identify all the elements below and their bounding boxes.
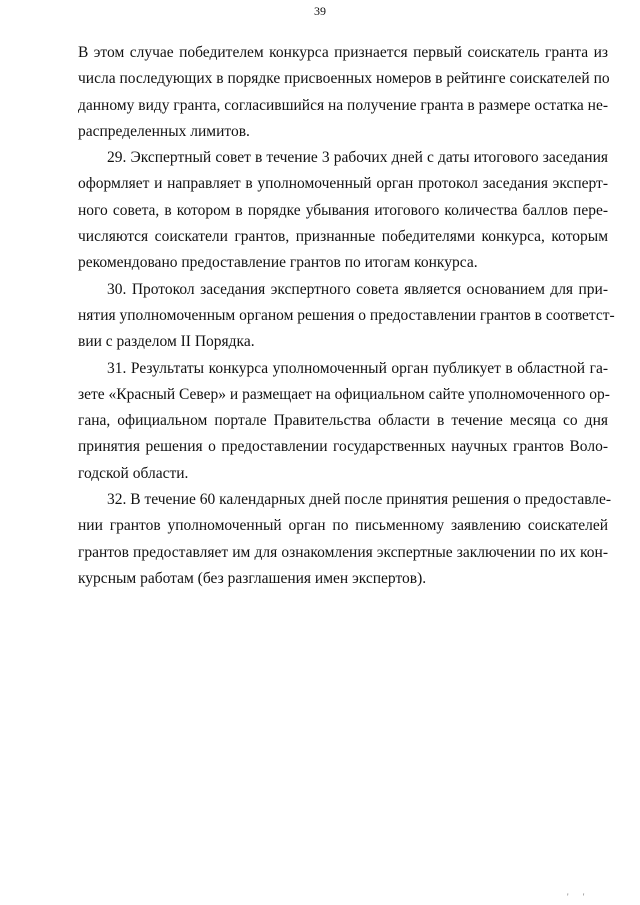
text-line: числяются соискатели грантов, признанные победителями конкурса, которым	[78, 228, 608, 246]
text-line: курсным работам (без разглашения имен экспертов).	[78, 569, 427, 587]
text-line: зете «Красный Север» и размещает на официальном сайте уполномоченного ор-	[78, 385, 610, 403]
text-line: нии грантов уполномоченный орган по письменному заявлению соискателей	[78, 517, 608, 535]
paragraph-32	[78, 487, 612, 592]
text-line: распределенных лимитов.	[78, 122, 250, 140]
text-line: вии с разделом II Порядка.	[78, 333, 255, 351]
text-line: 29. Экспертный совет в течение 3 рабочих дней с даты итогового заседания	[107, 149, 608, 167]
text-line: нятия уполномоченным органом решения о предоставлении грантов в соответст-	[78, 306, 615, 324]
text-line: 30. Протокол заседания экспертного совета является основанием для при-	[107, 280, 608, 298]
document-body	[78, 40, 615, 592]
text-line: гана, официальном портале Правительства области в течение месяца со дня	[78, 412, 608, 430]
footer-marks: ' '	[567, 892, 591, 902]
text-line: годской области.	[78, 464, 189, 482]
text-line: грантов предоставляет им для ознакомления экспертные заключении по их кон-	[78, 543, 608, 561]
paragraph-30	[78, 277, 615, 356]
paragraph-continuation	[78, 40, 608, 145]
text-line: В этом случае победителем конкурса признается первый соискатель гранта из	[78, 44, 608, 61]
text-line: 32. В течение 60 календарных дней после принятия решения о предоставле-	[107, 491, 612, 509]
paragraph-29	[78, 145, 608, 276]
text-line: принятия решения о предоставлении государственных научных грантов Воло-	[78, 438, 608, 456]
text-line: 31. Результаты конкурса уполномоченный орган публикует в областной га-	[107, 359, 608, 377]
text-line: данному виду гранта, согласившийся на получение гранта в размере остатка не-	[78, 96, 608, 114]
page-number: 39	[314, 4, 326, 18]
text-line: числа последующих в порядке присвоенных номеров в рейтинге соискателей по	[78, 70, 610, 88]
text-line: ного совета, в котором в порядке убывания итогового количества баллов пере-	[78, 201, 608, 219]
text-line: рекомендовано предоставление грантов по итогам конкурса.	[78, 254, 478, 272]
text-line: оформляет и направляет в уполномоченный орган протокол заседания эксперт-	[78, 175, 608, 193]
paragraph-31	[78, 356, 608, 487]
